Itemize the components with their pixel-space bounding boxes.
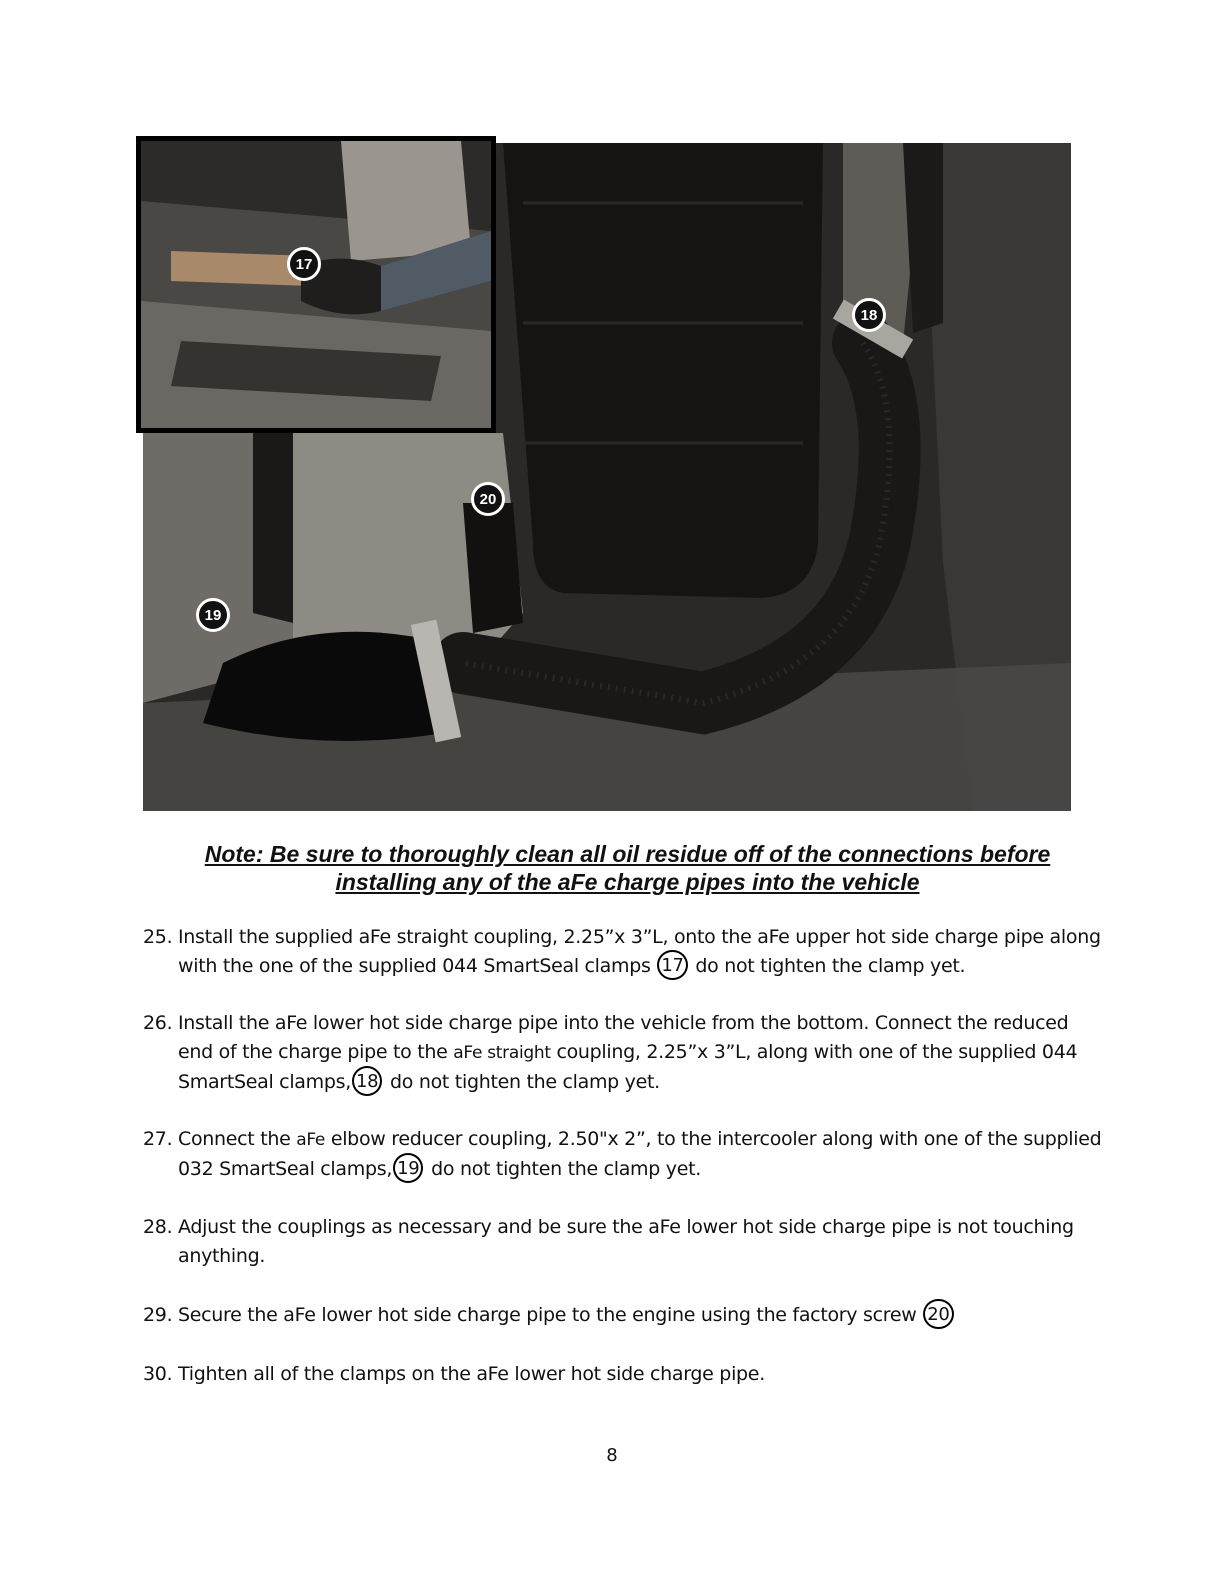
step-text: Adjust the couplings as necessary and be sure the aFe lower hot side charge pipe is not touching anything. bbox=[178, 1216, 1074, 1267]
step-text-after: do not tighten the clamp yet. bbox=[431, 1158, 701, 1180]
step-text-after: do not tighten the clamp yet. bbox=[390, 1071, 660, 1093]
callout-17 bbox=[287, 247, 321, 281]
callout-20-label: 20 bbox=[479, 490, 497, 508]
ref-circle: 20 bbox=[923, 1299, 953, 1329]
step-28 bbox=[143, 1213, 1103, 1271]
callout-18-label: 18 bbox=[860, 306, 878, 324]
ref-circle: 18 bbox=[352, 1066, 382, 1096]
step-text-small: aFe straight bbox=[453, 1043, 551, 1063]
step-number: 28. bbox=[143, 1216, 173, 1238]
ref-circle: 19 bbox=[393, 1153, 423, 1183]
step-text-after: do not tighten the clamp yet. bbox=[695, 955, 966, 977]
step-number: 26. bbox=[143, 1012, 173, 1034]
step-26 bbox=[143, 1009, 1103, 1097]
inset-illustration bbox=[141, 141, 491, 428]
step-text: Install the aFe lower hot side charge pipe into the vehicle from the bottom. Connect the reduced end of the charge pipe to the bbox=[178, 1012, 1069, 1063]
page-number: 8 bbox=[606, 1445, 618, 1466]
callout-20 bbox=[471, 482, 505, 516]
step-text: Secure the aFe lower hot side charge pipe to the engine using the factory screw bbox=[178, 1304, 917, 1326]
note-line-2: installing any of the aFe charge pipes into the vehicle bbox=[335, 869, 920, 895]
step-30 bbox=[143, 1360, 1103, 1389]
callout-19-label: 19 bbox=[204, 606, 222, 624]
step-number: 29. bbox=[143, 1304, 173, 1326]
step-text-b: elbow reducer coupling, 2.50"x 2”, to the intercooler along with one of the supplied 032 SmartSeal clamps, bbox=[178, 1128, 1102, 1180]
step-number: 30. bbox=[143, 1363, 173, 1385]
step-number: 25. bbox=[143, 926, 173, 948]
step-text: Install the supplied aFe straight coupling, 2.25”x 3”L, onto the aFe upper hot side charge pipe along with the one of the supplied 044 SmartSeal clamps bbox=[178, 926, 1101, 977]
ref-circle: 17 bbox=[657, 950, 687, 980]
callout-19 bbox=[196, 598, 230, 632]
step-text-small: aFe bbox=[296, 1130, 326, 1150]
step-number: 27. bbox=[143, 1128, 173, 1150]
step-text: Tighten all of the clamps on the aFe lower hot side charge pipe. bbox=[178, 1363, 765, 1385]
step-29 bbox=[143, 1301, 1103, 1330]
step-text-b: coupling, 2.25”x 3”L, along with one of the supplied 044 SmartSeal clamps, bbox=[178, 1041, 1078, 1093]
callout-17-label: 17 bbox=[295, 255, 313, 273]
step-27 bbox=[143, 1125, 1103, 1184]
step-25 bbox=[143, 923, 1103, 981]
installation-steps bbox=[143, 923, 1103, 1389]
callout-18 bbox=[852, 298, 886, 332]
cleaning-note bbox=[160, 840, 1095, 896]
step-text: Connect the bbox=[178, 1128, 291, 1150]
inset-photo bbox=[136, 136, 496, 433]
note-line-1: Note: Be sure to thoroughly clean all oil residue off of the connections before bbox=[204, 841, 1051, 867]
